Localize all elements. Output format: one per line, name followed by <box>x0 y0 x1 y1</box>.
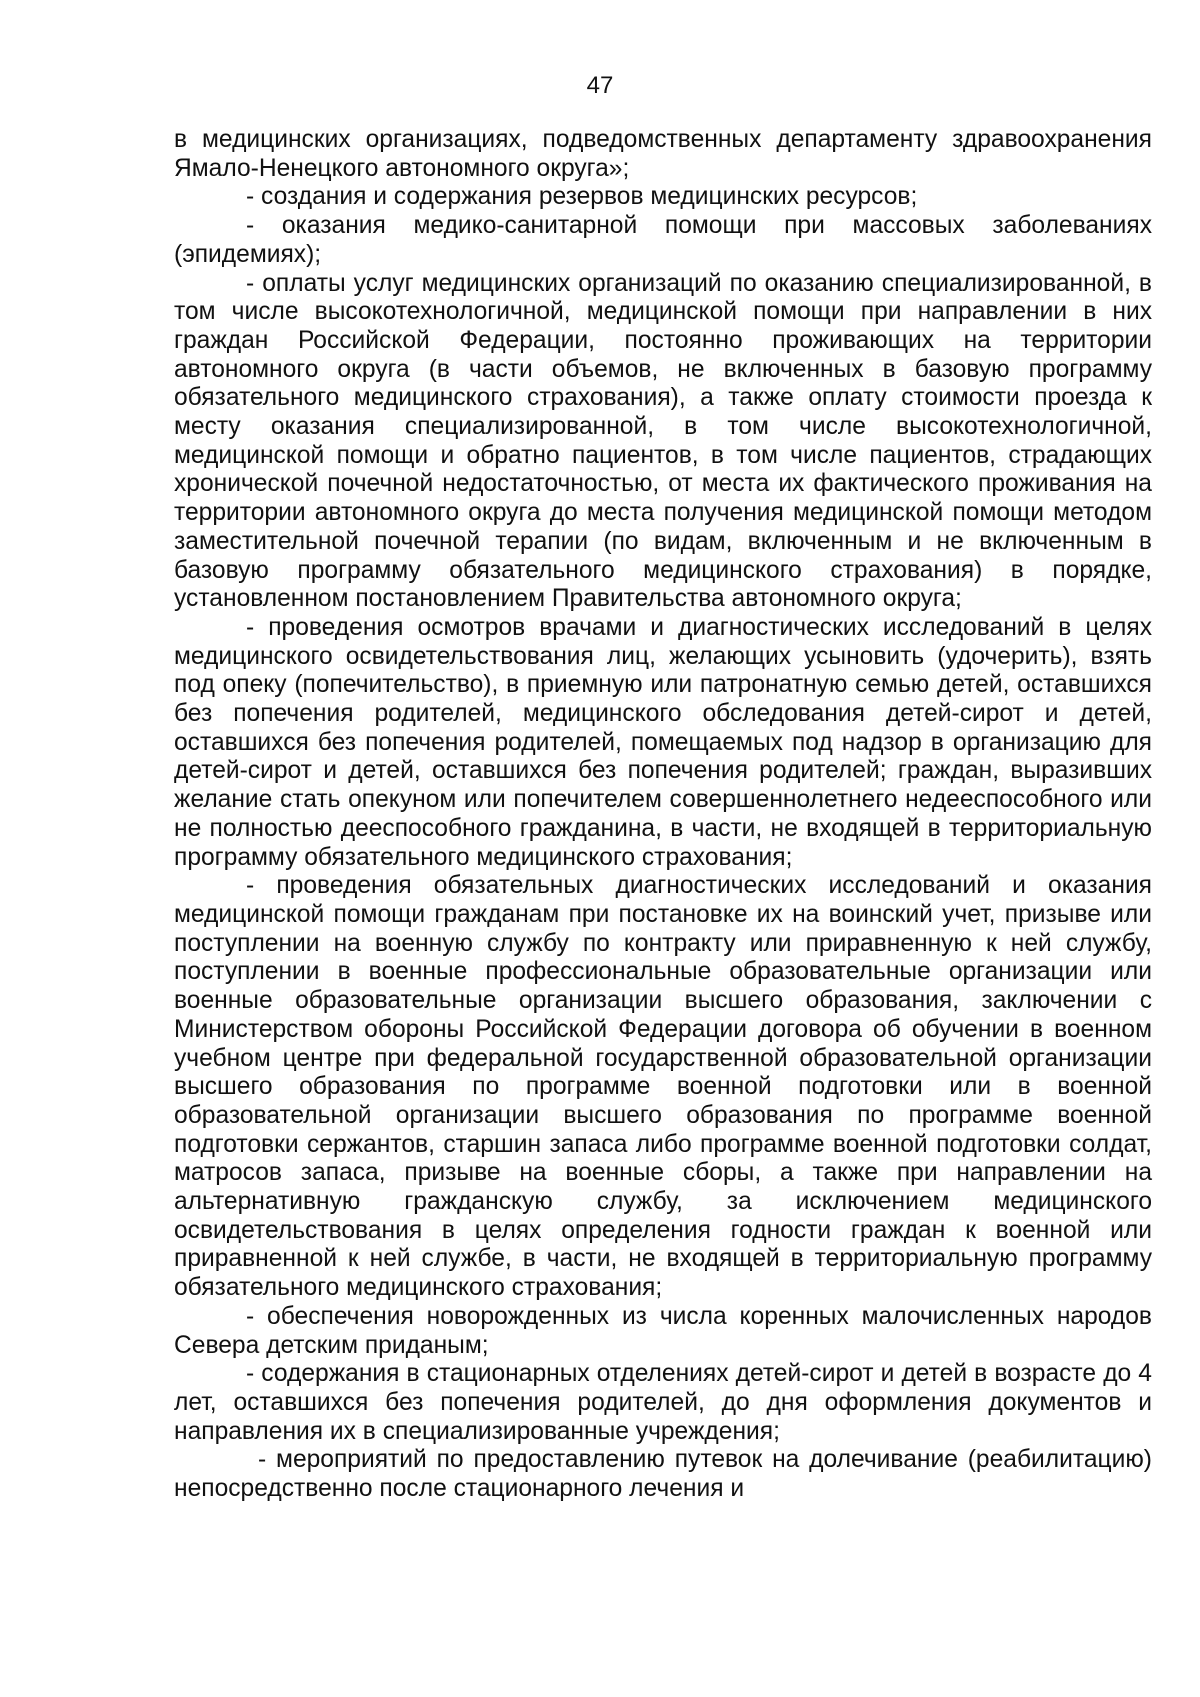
paragraph-medical-reserves: - создания и содержания резервов медицинских ресурсов; <box>246 183 918 211</box>
paragraph-specialized-care-payment: - оплаты услуг медицинских организаций по оказанию специализированной, в том числе высокотехнологичной, медицинской помощи при направлении в них граждан Российской Федерации, постоянно проживающих на территории автономного округа (в части объемов, не включенных в базовую программу обязательного медицинского страхования), а также оплату стоимости проезда к месту оказания специализированной, в том числе высокотехнологичной, медицинской помощи и обратно пациентов, в том числе пациентов, страдающих хронической почечной недостаточностью, от места их фактического проживания на территории автономного округа до места получения медицинской помощи методом заместительной почечной терапии (по видам, включенным и не включенным в базовую программу обязательного медицинского страхования) в порядке, установленном постановлением Правительства автономного округа; <box>174 269 1152 613</box>
paragraph-orphans-inpatient: - содержания в стационарных отделениях детей-сирот и детей в возрасте до 4 лет, оставшихся без попечения родителей, до дня оформления документов и направления их в специализированные учреждения; <box>174 1360 1152 1445</box>
paragraph-newborn-supplies: - обеспечения новорожденных из числа коренных малочисленных народов Севера детским приданым; <box>174 1302 1152 1359</box>
paragraph-epidemics: - оказания медико-санитарной помощи при массовых заболеваниях (эпидемиях); <box>174 212 1152 268</box>
document-body <box>174 126 1152 1504</box>
paragraph-continuation: в медицинских организациях, подведомственных департаменту здравоохранения Ямало-Ненецкого автономного округа»; <box>174 126 1152 182</box>
paragraph-military-registration: - проведения обязательных диагностических исследований и оказания медицинской помощи гражданам при постановке их на воинский учет, призыве или поступлении на военную службу по контракту или приравненную к ней службу, поступлении в военные профессиональные образовательные организации или военные образовательные организации высшего образования, заключении с Министерством обороны Российской Федерации договора об обучении в военном учебном центре при федеральной государственной образовательной организации высшего образования по программе военной подготовки или в военной образовательной организации высшего образования по программе военной подготовки сержантов, старшин запаса либо программе военной подготовки солдат, матросов запаса, призыве на военные сборы, а также при направлении на альтернативную гражданскую службу, за исключением медицинского освидетельствования в целях определения годности граждан к военной или приравненной к ней службе, в части, не входящей в территориальную программу обязательного медицинского страхования; <box>174 872 1152 1302</box>
paragraph-rehabilitation-vouchers: - мероприятий по предоставлению путевок на долечивание (реабилитацию) непосредственно после стационарного лечения и <box>174 1446 1152 1503</box>
page-number: 47 <box>586 72 614 99</box>
paragraph-adoption-examinations: - проведения осмотров врачами и диагностических исследований в целях медицинского освидетельствования лиц, желающих усыновить (удочерить), взять под опеку (попечительство), в приемную или патронатную семью детей, оставшихся без попечения родителей, медицинского обследования детей-сирот и детей, оставшихся без попечения родителей, помещаемых под надзор в организацию для детей-сирот и детей, оставшихся без попечения родителей; граждан, выразивших желание стать опекуном или попечителем совершеннолетнего недееспособного или не полностью дееспособного гражданина, в части, не входящей в территориальную программу обязательного медицинского страхования; <box>174 613 1152 871</box>
